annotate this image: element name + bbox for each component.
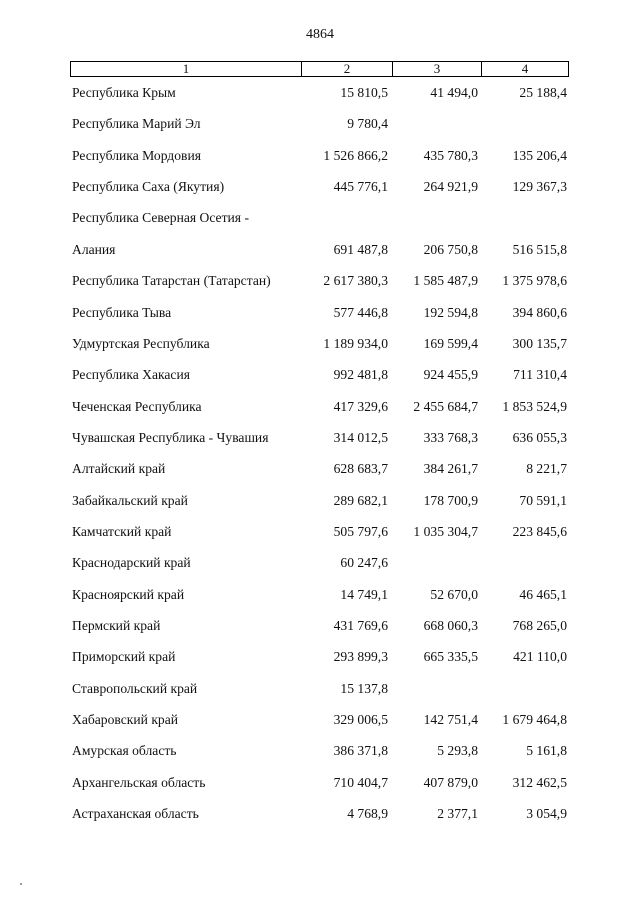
region-name: Хабаровский край — [72, 712, 179, 727]
table-row — [0, 710, 640, 730]
value-column-3: 5 293,8 — [437, 743, 478, 759]
value-column-4: 312 462,5 — [512, 774, 567, 790]
value-column-3: 169 599,4 — [423, 335, 478, 351]
region-name: Республика Крым — [72, 85, 176, 100]
value-column-3: 665 335,5 — [423, 649, 478, 665]
region-name: Республика Мордовия — [72, 147, 201, 163]
value-column-2: 505 797,6 — [333, 523, 388, 539]
region-name: Республика Саха (Якутия) — [72, 179, 225, 195]
region-name: Пермский край — [72, 618, 161, 633]
region-name: Удмуртская Республика — [72, 335, 210, 351]
table-header-row — [70, 61, 569, 77]
value-column-3: 2 455 684,7 — [413, 398, 478, 414]
table-row — [0, 585, 640, 605]
region-name: Республика Марий Эл — [72, 116, 201, 132]
value-column-3: 435 780,3 — [423, 147, 478, 163]
value-column-3: 1 035 304,7 — [413, 523, 478, 539]
table-row — [0, 177, 640, 197]
value-column-2: 289 682,1 — [333, 492, 388, 508]
value-column-3: 1 585 487,9 — [413, 273, 478, 289]
table-row — [0, 114, 640, 134]
page-number: 4864 — [306, 27, 334, 42]
value-column-3: 407 879,0 — [423, 774, 478, 790]
value-column-4: 223 845,6 — [512, 523, 567, 539]
region-name: Алания — [72, 241, 116, 257]
value-column-3: 264 921,9 — [423, 179, 478, 195]
column-header-4: 4 — [481, 62, 568, 76]
table-row — [0, 428, 640, 448]
value-column-3: 206 750,8 — [423, 241, 478, 257]
value-column-2: 1 526 866,2 — [323, 147, 388, 163]
value-column-2: 445 776,1 — [333, 179, 388, 195]
table-row — [0, 208, 640, 228]
table-row — [0, 553, 640, 573]
region-name: Чувашская Республика - Чувашия — [72, 429, 269, 445]
region-name: Астраханская область — [72, 806, 199, 822]
value-column-3: 52 670,0 — [430, 586, 478, 602]
value-column-2: 2 617 380,3 — [323, 273, 388, 289]
value-column-4: 5 161,8 — [526, 743, 567, 759]
region-name: Республика Татарстан (Татарстан) — [72, 273, 271, 289]
region-name: Камчатский край — [72, 523, 172, 539]
value-column-3: 142 751,4 — [423, 712, 478, 727]
value-column-2: 14 749,1 — [340, 586, 388, 602]
value-column-4: 300 135,7 — [512, 335, 567, 351]
value-column-2: 329 006,5 — [333, 712, 388, 727]
table-row — [0, 741, 640, 761]
region-name: Краснодарский край — [72, 555, 191, 571]
region-name: Алтайский край — [72, 461, 166, 477]
value-column-4: 46 465,1 — [519, 586, 567, 602]
table-row — [0, 616, 640, 636]
value-column-3: 924 455,9 — [423, 367, 478, 383]
table-row — [0, 679, 640, 699]
value-column-3: 178 700,9 — [423, 492, 478, 508]
region-name: Амурская область — [72, 743, 177, 759]
value-column-2: 417 329,6 — [333, 398, 388, 414]
value-column-2: 15 810,5 — [340, 85, 388, 100]
region-name: Чеченская Республика — [72, 398, 202, 414]
region-name: Ставропольский край — [72, 680, 198, 696]
value-column-4: 394 860,6 — [512, 304, 567, 320]
table-row — [0, 647, 640, 667]
region-name: Республика Северная Осетия - — [72, 210, 249, 226]
value-column-3: 41 494,0 — [430, 85, 478, 100]
value-column-3: 192 594,8 — [423, 304, 478, 320]
value-column-4: 70 591,1 — [519, 492, 567, 508]
value-column-4: 135 206,4 — [512, 147, 567, 163]
column-header-2: 2 — [301, 62, 392, 76]
value-column-3: 668 060,3 — [423, 618, 478, 633]
value-column-4: 129 367,3 — [512, 179, 567, 195]
value-column-2: 293 899,3 — [333, 649, 388, 665]
region-name: Приморский край — [72, 649, 176, 665]
value-column-3: 2 377,1 — [437, 806, 478, 822]
value-column-3: 333 768,3 — [423, 429, 478, 445]
region-name: Красноярский край — [72, 586, 185, 602]
table-row — [0, 365, 640, 385]
value-column-2: 628 683,7 — [333, 461, 388, 477]
region-name: Забайкальский край — [72, 492, 188, 508]
table-row — [0, 240, 640, 260]
value-column-2: 314 012,5 — [333, 429, 388, 445]
value-column-2: 577 446,8 — [333, 304, 388, 320]
table-row — [0, 491, 640, 511]
column-header-3: 3 — [392, 62, 481, 76]
region-name: Архангельская область — [72, 774, 206, 790]
table-row — [0, 83, 640, 103]
value-column-4: 1 375 978,6 — [502, 273, 567, 289]
value-column-4: 3 054,9 — [526, 806, 567, 822]
table-row — [0, 459, 640, 479]
value-column-2: 992 481,8 — [333, 367, 388, 383]
value-column-2: 386 371,8 — [333, 743, 388, 759]
value-column-4: 1 679 464,8 — [502, 712, 567, 727]
table-row — [0, 146, 640, 166]
value-column-4: 421 110,0 — [513, 649, 567, 665]
table-row — [0, 804, 640, 824]
scan-speck — [20, 883, 22, 885]
value-column-2: 1 189 934,0 — [323, 335, 388, 351]
table-row — [0, 773, 640, 793]
value-column-4: 516 515,8 — [512, 241, 567, 257]
value-column-4: 711 310,4 — [513, 367, 567, 383]
value-column-2: 710 404,7 — [333, 774, 388, 790]
region-name: Республика Тыва — [72, 304, 172, 320]
value-column-2: 60 247,6 — [340, 555, 388, 571]
value-column-4: 25 188,4 — [519, 85, 567, 100]
table-row — [0, 303, 640, 323]
value-column-3: 384 261,7 — [423, 461, 478, 477]
value-column-2: 4 768,9 — [347, 806, 388, 822]
value-column-2: 9 780,4 — [347, 116, 388, 132]
value-column-2: 691 487,8 — [333, 241, 388, 257]
value-column-4: 8 221,7 — [526, 461, 567, 477]
value-column-2: 431 769,6 — [333, 618, 388, 633]
table-row — [0, 397, 640, 417]
value-column-4: 1 853 524,9 — [502, 398, 567, 414]
value-column-4: 636 055,3 — [512, 429, 567, 445]
region-name: Республика Хакасия — [72, 367, 190, 383]
column-header-1: 1 — [182, 61, 190, 76]
value-column-2: 15 137,8 — [340, 680, 388, 696]
table-row — [0, 522, 640, 542]
table-row — [0, 271, 640, 291]
table-row — [0, 334, 640, 354]
value-column-4: 768 265,0 — [512, 618, 567, 633]
